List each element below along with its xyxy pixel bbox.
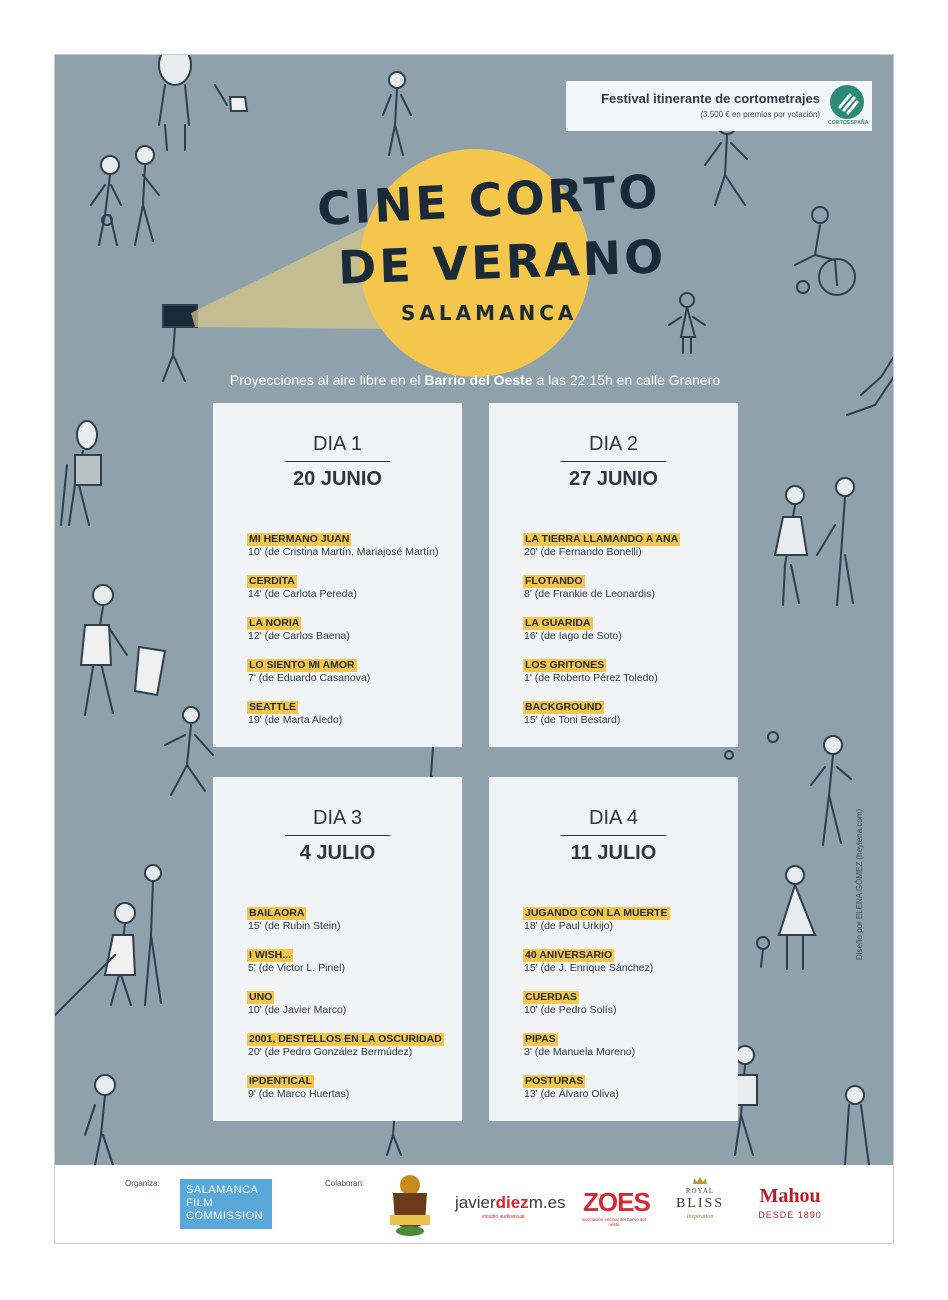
day-divider <box>561 835 666 836</box>
film-title: CERDITA <box>249 575 295 587</box>
film-title: FLOTANDO <box>525 575 583 587</box>
organiza-label: Organiza: <box>125 1179 160 1188</box>
poster-title-line-2: DE VERANO <box>337 229 668 295</box>
film-title: 2001, DESTELLOS EN LA OSCURIDAD <box>249 1033 442 1045</box>
film-info: 7' (de Eduardo Casanova) <box>248 672 371 684</box>
cortoespana-logo-label: CORTOESPAÑA <box>828 120 869 126</box>
film-item <box>523 569 728 601</box>
colaboran-label: Colaboran: <box>325 1179 365 1188</box>
day-date: 27 JUNIO <box>569 468 658 490</box>
festival-title: Festival itinerante de cortometrajes <box>601 91 820 106</box>
film-info: 8' (de Frankie de Leonardis) <box>524 588 655 600</box>
film-title: I WISH... <box>249 949 291 961</box>
film-info: 3' (de Manuela Moreno) <box>524 1046 636 1058</box>
film-info: 5' (de Victor L. Pinel) <box>248 962 345 974</box>
film-title: LA GUARIDA <box>525 617 591 629</box>
zoes-tagline: asociación vecinal del barrio del oeste <box>582 1217 646 1227</box>
film-item <box>523 1027 728 1059</box>
film-info: 10' (de Javier Marco) <box>248 1004 347 1016</box>
film-list <box>247 901 452 1111</box>
poster-background <box>55 55 894 1165</box>
film-item <box>247 943 452 975</box>
film-info: 14' (de Carlota Pereda) <box>248 588 357 600</box>
film-info: 10' (de Pedro Solís) <box>524 1004 617 1016</box>
film-item <box>247 1027 452 1059</box>
film-title: IPDENTICAL <box>249 1075 312 1087</box>
javierdiezm-logo <box>455 1193 566 1213</box>
zoes-logo: ZOES <box>583 1187 650 1217</box>
film-title: CUERDAS <box>525 991 577 1003</box>
film-list <box>523 527 728 737</box>
day-card-2 <box>489 403 738 747</box>
salamanca-film-commission-logo <box>180 1179 272 1229</box>
mahou-tagline: DESDE 1890 <box>758 1210 822 1220</box>
film-title: MI HERMANO JUAN <box>249 533 350 545</box>
film-title: BAILAORA <box>249 907 305 919</box>
film-title: POSTURAS <box>525 1075 584 1087</box>
sfc-line-3: COMMISSION <box>186 1210 264 1222</box>
film-item <box>523 985 728 1017</box>
film-info: 20' (de Pedro González Bermúdez) <box>248 1046 413 1058</box>
film-title: LA TIERRA LLAMANDO A ANA <box>525 533 679 545</box>
poster-title-city: SALAMANCA <box>401 301 578 325</box>
film-title: PIPAS <box>525 1033 556 1045</box>
film-item <box>247 527 452 559</box>
film-item <box>247 985 452 1017</box>
film-info: 12' (de Carlos Baena) <box>248 630 350 642</box>
day-card-3 <box>213 777 462 1121</box>
design-credit: Diseño por ELENA GÓMEZ (heylena.com) <box>855 808 864 960</box>
film-title: LOS GRITONES <box>525 659 605 671</box>
film-info: 13' (de Álvaro Oliva) <box>524 1088 619 1100</box>
screening-info <box>55 372 894 388</box>
film-item <box>247 653 452 685</box>
jd-bold: diez <box>495 1193 529 1212</box>
film-item <box>523 527 728 559</box>
day-label: DIA 4 <box>589 807 638 829</box>
film-item <box>523 1069 728 1101</box>
poster <box>54 54 894 1244</box>
mahou-logo: Mahou <box>759 1185 821 1207</box>
day-card-1 <box>213 403 462 747</box>
film-info: 15' (de Rubin Stein) <box>248 920 341 932</box>
crown-icon <box>692 1177 708 1185</box>
day-label: DIA 1 <box>313 433 362 455</box>
day-date: 11 JULIO <box>570 842 657 864</box>
sfc-line-1: SALAMANCA <box>186 1184 259 1196</box>
film-title: BACKGROUND <box>525 701 602 713</box>
film-info: 10' (de Cristina Martín, Mariajosé Martín) <box>248 546 439 558</box>
day-label: DIA 2 <box>589 433 638 455</box>
film-item <box>523 611 728 643</box>
day-divider <box>285 835 390 836</box>
jd-prefix: javier <box>455 1193 496 1212</box>
cortoespana-logo-icon <box>830 85 864 119</box>
film-info: 16' (de Iago de Soto) <box>524 630 622 642</box>
screening-info-location: Barrio del Oeste <box>424 372 533 388</box>
film-title: 40 ANIVERSARIO <box>525 949 613 961</box>
film-list <box>247 527 452 737</box>
cortoespana-logo <box>828 85 868 127</box>
film-item <box>523 695 728 727</box>
sfc-line-2: FILM <box>186 1197 214 1209</box>
poster-title-line-1: CINE CORTO <box>315 164 662 236</box>
royal-bliss-tagline: Inspiration <box>686 1214 714 1220</box>
film-info: 1' (de Roberto Pérez Toledo) <box>524 672 658 684</box>
film-title: UNO <box>249 991 273 1003</box>
javierdiezm-tagline: estudio audiovisual <box>482 1214 525 1220</box>
film-item <box>523 943 728 975</box>
film-item <box>247 611 452 643</box>
festival-prize-note: (3.500 € en premios por votación) <box>700 110 820 119</box>
film-info: 20' (de Fernando Bonelli) <box>524 546 642 558</box>
day-card-4 <box>489 777 738 1121</box>
film-info: 9' (de Marco Huertas) <box>248 1088 350 1100</box>
film-item <box>247 569 452 601</box>
film-item <box>523 653 728 685</box>
sponsors-footer <box>55 1165 894 1244</box>
film-info: 18' (de Paul Urkijo) <box>524 920 613 932</box>
screening-info-part2: a las 22:15h en calle Granero <box>532 372 721 388</box>
film-item <box>247 901 452 933</box>
royal-bliss-name: BLISS <box>675 1196 725 1211</box>
film-item <box>247 695 452 727</box>
day-label: DIA 3 <box>313 807 362 829</box>
film-info: 15' (de Toni Bestard) <box>524 714 621 726</box>
jd-suffix: m.es <box>528 1193 566 1212</box>
day-divider <box>561 461 666 462</box>
screening-info-part1: Proyecciones al aire libre en el <box>229 372 425 388</box>
day-date: 20 JUNIO <box>293 468 382 490</box>
festival-banner <box>566 81 872 131</box>
film-item <box>247 1069 452 1101</box>
film-title: SEATTLE <box>249 701 297 713</box>
day-date: 4 JULIO <box>299 842 376 864</box>
film-item <box>523 901 728 933</box>
day-divider <box>285 461 390 462</box>
film-list <box>523 901 728 1111</box>
film-title: LO SIENTO MI AMOR <box>249 659 355 671</box>
film-title: JUGANDO CON LA MUERTE <box>525 907 668 919</box>
film-info: 19' (de Marta Aledo) <box>248 714 343 726</box>
film-info: 15' (de J. Enrique Sánchez) <box>524 962 654 974</box>
film-title: LA NORIA <box>249 617 300 629</box>
royal-bliss-royal: ROYAL <box>685 1187 715 1195</box>
crest-logo-icon <box>387 1171 433 1237</box>
